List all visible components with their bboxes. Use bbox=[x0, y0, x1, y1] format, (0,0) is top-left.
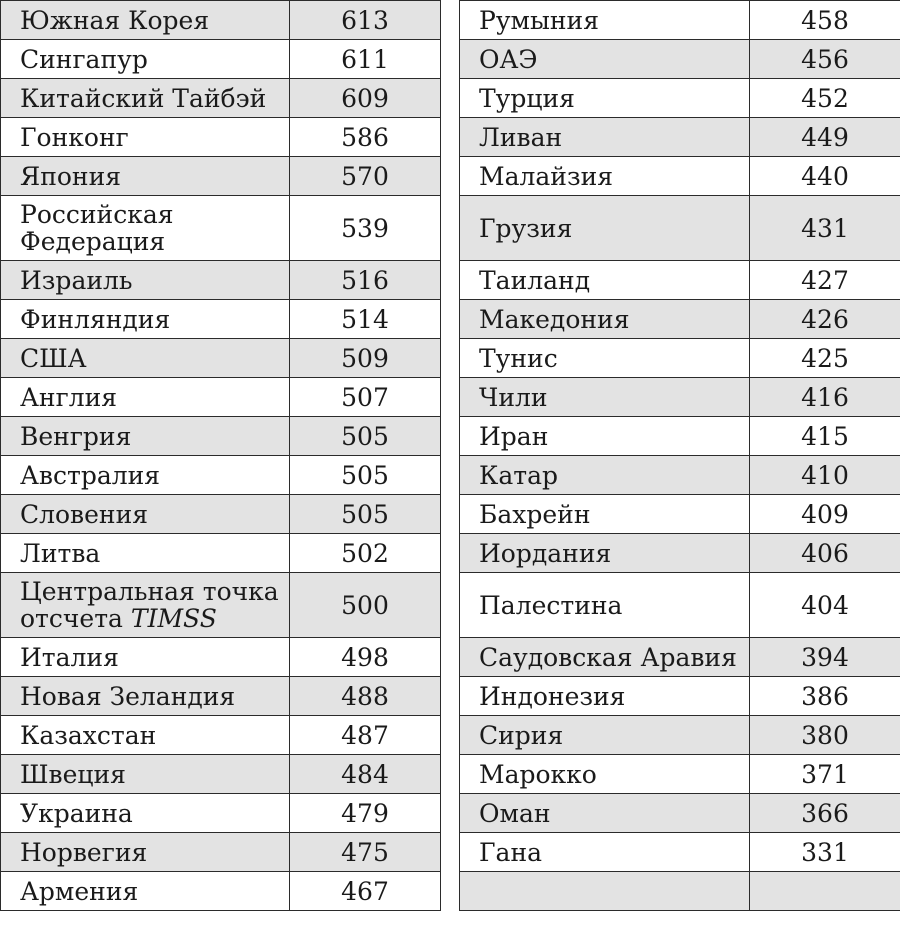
score-cell: 484 bbox=[290, 755, 441, 794]
country-name: Палестина bbox=[479, 590, 623, 620]
score-cell: 505 bbox=[290, 417, 441, 456]
table-row bbox=[460, 118, 900, 157]
country-cell bbox=[1, 40, 290, 79]
table-row bbox=[460, 79, 900, 118]
country-cell bbox=[1, 794, 290, 833]
country-name: Тунис bbox=[479, 343, 558, 373]
score-cell: 415 bbox=[750, 417, 900, 456]
right-table-body bbox=[460, 1, 900, 911]
score-cell: 440 bbox=[750, 157, 900, 196]
left-table-body bbox=[1, 1, 441, 911]
table-row bbox=[1, 534, 441, 573]
table-row bbox=[1, 339, 441, 378]
country-name-italic: TIMSS bbox=[130, 604, 217, 633]
country-name: Бахрейн bbox=[479, 499, 591, 529]
table-row bbox=[460, 677, 900, 716]
country-name: ОАЭ bbox=[479, 44, 538, 74]
country-cell bbox=[460, 118, 750, 157]
country-cell bbox=[1, 872, 290, 911]
score-cell: 516 bbox=[290, 261, 441, 300]
score-cell: 507 bbox=[290, 378, 441, 417]
country-cell bbox=[460, 79, 750, 118]
table-row bbox=[1, 1, 441, 40]
score-cell: 570 bbox=[290, 157, 441, 196]
country-cell bbox=[1, 300, 290, 339]
country-name: Венгрия bbox=[20, 421, 132, 451]
country-name: Финляндия bbox=[20, 304, 171, 334]
country-cell bbox=[460, 716, 750, 755]
country-name: Индонезия bbox=[479, 681, 626, 711]
table-row bbox=[1, 716, 441, 755]
score-cell: 456 bbox=[750, 40, 900, 79]
country-name: Румыния bbox=[479, 5, 599, 35]
country-name: Южная Корея bbox=[20, 5, 210, 35]
score-cell: 488 bbox=[290, 677, 441, 716]
table-row bbox=[460, 261, 900, 300]
country-name: Ливан bbox=[479, 122, 563, 152]
table-row bbox=[460, 196, 900, 261]
score-cell: 426 bbox=[750, 300, 900, 339]
country-name: Швеция bbox=[20, 759, 126, 789]
country-name: Англия bbox=[20, 382, 118, 412]
country-cell bbox=[1, 378, 290, 417]
score-cell: 431 bbox=[750, 196, 900, 261]
country-name: Япония bbox=[20, 161, 122, 191]
score-cell: 498 bbox=[290, 638, 441, 677]
table-row bbox=[1, 300, 441, 339]
country-cell bbox=[460, 339, 750, 378]
country-name: Украина bbox=[20, 798, 133, 828]
country-name: Македония bbox=[479, 304, 630, 334]
country-name: Грузия bbox=[479, 213, 573, 243]
country-cell bbox=[1, 573, 290, 638]
country-cell bbox=[460, 833, 750, 872]
table-row bbox=[460, 872, 900, 911]
score-cell: 539 bbox=[290, 196, 441, 261]
country-name: Катар bbox=[479, 460, 558, 490]
country-cell bbox=[1, 79, 290, 118]
score-cell: 613 bbox=[290, 1, 441, 40]
country-name: Сирия bbox=[479, 720, 564, 750]
score-cell: 452 bbox=[750, 79, 900, 118]
score-cell: 611 bbox=[290, 40, 441, 79]
score-cell: 487 bbox=[290, 716, 441, 755]
table-row bbox=[1, 118, 441, 157]
score-cell: 394 bbox=[750, 638, 900, 677]
country-name: Словения bbox=[20, 499, 149, 529]
country-name: Турция bbox=[479, 83, 575, 113]
score-cell: 475 bbox=[290, 833, 441, 872]
table-row bbox=[460, 833, 900, 872]
table-row bbox=[460, 716, 900, 755]
country-cell bbox=[1, 677, 290, 716]
country-name: Новая Зеландия bbox=[20, 681, 236, 711]
table-row bbox=[460, 794, 900, 833]
country-cell bbox=[1, 261, 290, 300]
table-row bbox=[460, 638, 900, 677]
country-cell bbox=[1, 534, 290, 573]
table-row bbox=[1, 261, 441, 300]
country-name: Иордания bbox=[479, 538, 612, 568]
country-cell bbox=[1, 417, 290, 456]
score-cell: 409 bbox=[750, 495, 900, 534]
table-row bbox=[460, 573, 900, 638]
table-row bbox=[1, 794, 441, 833]
right-score-table bbox=[459, 0, 900, 911]
country-cell bbox=[1, 1, 290, 40]
country-cell bbox=[460, 1, 750, 40]
country-name: Чили bbox=[479, 382, 548, 412]
country-cell bbox=[1, 755, 290, 794]
table-row bbox=[1, 573, 441, 638]
score-cell: 514 bbox=[290, 300, 441, 339]
country-cell bbox=[1, 118, 290, 157]
score-cell: 505 bbox=[290, 456, 441, 495]
country-cell bbox=[460, 378, 750, 417]
table-row bbox=[1, 456, 441, 495]
score-cell: 410 bbox=[750, 456, 900, 495]
country-cell bbox=[460, 638, 750, 677]
table-row bbox=[460, 1, 900, 40]
score-cell: 479 bbox=[290, 794, 441, 833]
table-row bbox=[1, 833, 441, 872]
country-cell bbox=[1, 339, 290, 378]
country-cell bbox=[460, 417, 750, 456]
country-name: Оман bbox=[479, 798, 551, 828]
country-cell bbox=[460, 755, 750, 794]
score-cell: 509 bbox=[290, 339, 441, 378]
country-cell bbox=[460, 872, 750, 911]
score-cell: 406 bbox=[750, 534, 900, 573]
score-cell: 404 bbox=[750, 573, 900, 638]
country-cell bbox=[460, 300, 750, 339]
country-name: Российская Федерация bbox=[20, 200, 174, 256]
country-name: Италия bbox=[20, 642, 119, 672]
table-row bbox=[1, 157, 441, 196]
score-cell: 609 bbox=[290, 79, 441, 118]
table-row bbox=[460, 157, 900, 196]
country-cell bbox=[460, 794, 750, 833]
country-cell bbox=[1, 495, 290, 534]
score-cell: 425 bbox=[750, 339, 900, 378]
score-cell: 371 bbox=[750, 755, 900, 794]
country-cell bbox=[460, 157, 750, 196]
table-row bbox=[460, 534, 900, 573]
score-cell: 416 bbox=[750, 378, 900, 417]
country-cell bbox=[1, 638, 290, 677]
country-name: Малайзия bbox=[479, 161, 614, 191]
score-cell: 331 bbox=[750, 833, 900, 872]
table-row bbox=[1, 755, 441, 794]
country-name: Израиль bbox=[20, 265, 133, 295]
country-name: Китайский Тайбэй bbox=[20, 83, 267, 113]
country-name: Таиланд bbox=[479, 265, 591, 295]
country-cell bbox=[460, 677, 750, 716]
table-row bbox=[460, 378, 900, 417]
table-row bbox=[460, 417, 900, 456]
score-cell bbox=[750, 872, 900, 911]
country-cell bbox=[1, 196, 290, 261]
table-row bbox=[460, 495, 900, 534]
table-row bbox=[1, 378, 441, 417]
country-cell bbox=[1, 833, 290, 872]
score-cell: 386 bbox=[750, 677, 900, 716]
table-row bbox=[1, 79, 441, 118]
table-row bbox=[1, 638, 441, 677]
country-name: Гана bbox=[479, 837, 543, 867]
country-cell bbox=[1, 456, 290, 495]
table-row bbox=[460, 456, 900, 495]
score-cell: 427 bbox=[750, 261, 900, 300]
country-cell bbox=[1, 157, 290, 196]
table-row bbox=[460, 40, 900, 79]
table-row bbox=[1, 40, 441, 79]
score-cell: 467 bbox=[290, 872, 441, 911]
country-cell bbox=[460, 534, 750, 573]
table-row bbox=[460, 339, 900, 378]
table-row bbox=[1, 417, 441, 456]
score-cell: 505 bbox=[290, 495, 441, 534]
score-cell: 449 bbox=[750, 118, 900, 157]
score-cell: 380 bbox=[750, 716, 900, 755]
country-name: Армения bbox=[20, 876, 139, 906]
country-name: Австралия bbox=[20, 460, 161, 490]
country-name: Норвегия bbox=[20, 837, 148, 867]
table-row bbox=[1, 495, 441, 534]
country-name: Иран bbox=[479, 421, 549, 451]
score-cell: 502 bbox=[290, 534, 441, 573]
country-name: Гонконг bbox=[20, 122, 129, 152]
score-cell: 586 bbox=[290, 118, 441, 157]
country-name: Саудовская Аравия bbox=[479, 642, 737, 672]
score-cell: 366 bbox=[750, 794, 900, 833]
country-cell bbox=[460, 573, 750, 638]
table-row bbox=[460, 300, 900, 339]
table-row bbox=[1, 872, 441, 911]
country-cell bbox=[460, 40, 750, 79]
country-name: США bbox=[20, 343, 87, 373]
score-cell: 500 bbox=[290, 573, 441, 638]
country-cell bbox=[460, 261, 750, 300]
country-name: Марокко bbox=[479, 759, 597, 789]
table-row bbox=[460, 755, 900, 794]
country-cell bbox=[460, 495, 750, 534]
left-score-table bbox=[0, 0, 441, 911]
table-row bbox=[1, 677, 441, 716]
country-name: Центральная точка отсчета bbox=[20, 577, 279, 633]
country-cell bbox=[460, 196, 750, 261]
country-name: Казахстан bbox=[20, 720, 157, 750]
country-cell bbox=[460, 456, 750, 495]
table-row bbox=[1, 196, 441, 261]
score-cell: 458 bbox=[750, 1, 900, 40]
country-name: Сингапур bbox=[20, 44, 148, 74]
country-name: Литва bbox=[20, 538, 101, 568]
country-cell bbox=[1, 716, 290, 755]
